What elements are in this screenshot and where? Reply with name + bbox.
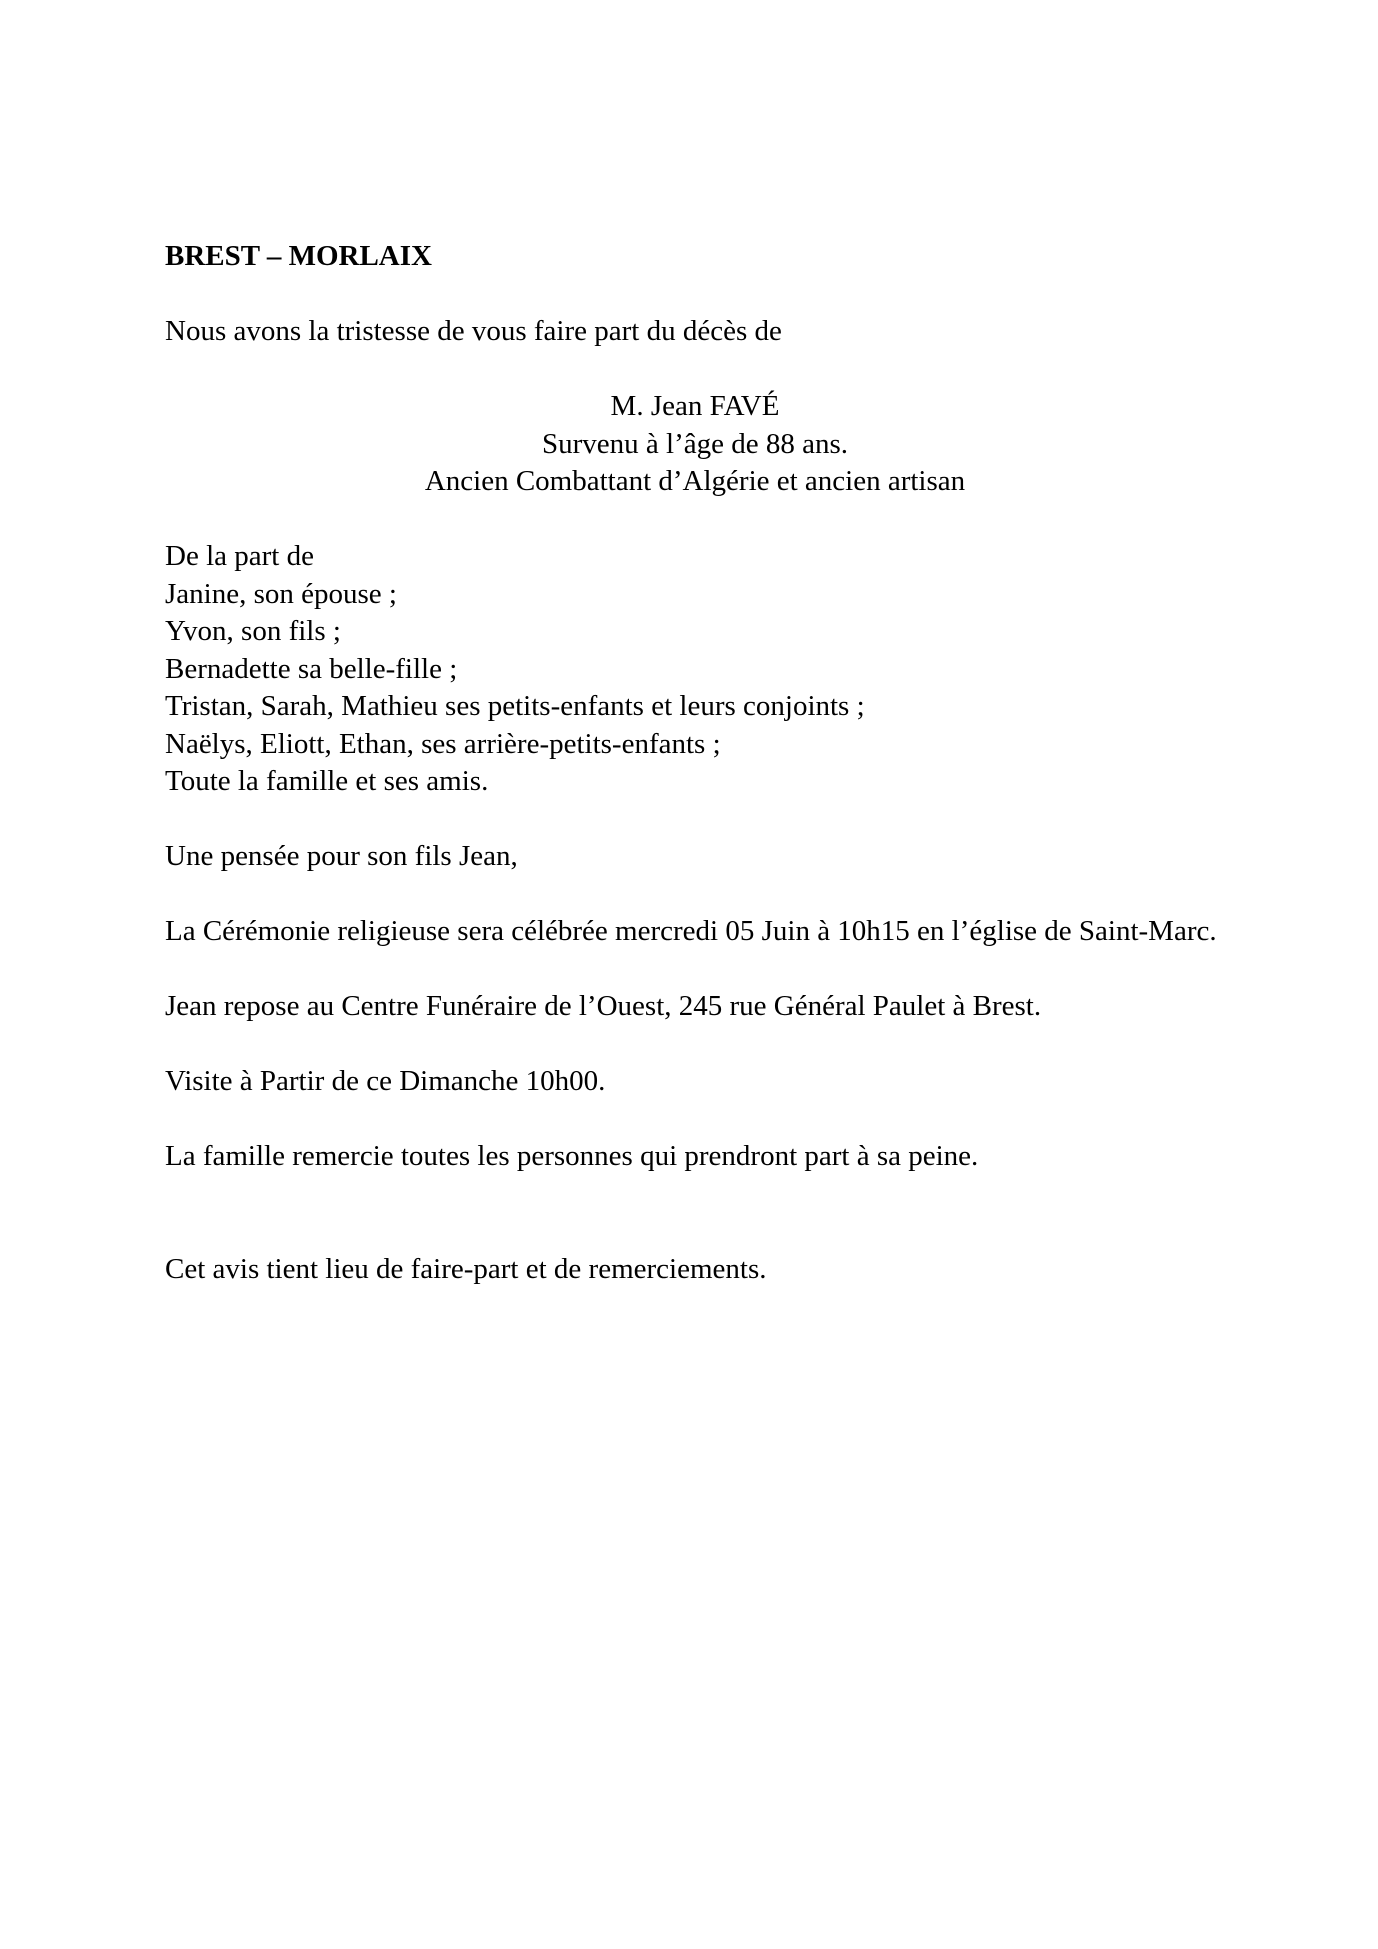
deceased-name: M. Jean FAVÉ [610, 390, 780, 422]
family-block [165, 538, 1225, 801]
ceremony-text: La Cérémonie religieuse sera célébrée mercredi 05 Juin à 10h15 en l’église de Saint-Marc. [165, 915, 1217, 947]
deceased-block [165, 388, 1225, 501]
thanks-text: La famille remercie toutes les personnes qui prendront part à sa peine. [165, 1140, 979, 1172]
family-member: Yvon, son fils ; [165, 615, 341, 647]
family-intro: De la part de [165, 540, 314, 572]
intro-text: Nous avons la tristesse de vous faire part du décès de [165, 315, 782, 347]
family-member: Toute la famille et ses amis. [165, 765, 489, 797]
location-heading: BREST – MORLAIX [165, 240, 432, 272]
deceased-age: Survenu à l’âge de 88 ans. [541, 427, 848, 460]
notice-text: Cet avis tient lieu de faire-part et de remerciements. [165, 1252, 767, 1285]
obituary-document [165, 238, 1225, 1288]
thought-text: Une pensée pour son fils Jean, [165, 840, 518, 872]
visit-text: Visite à Partir de ce Dimanche 10h00. [165, 1065, 606, 1097]
family-member: Janine, son épouse ; [165, 577, 397, 610]
deceased-description: Ancien Combattant d’Algérie et ancien artisan [424, 465, 966, 497]
family-member: Tristan, Sarah, Mathieu ses petits-enfants et leurs conjoints ; [165, 690, 865, 722]
family-member: Bernadette sa belle-fille ; [165, 652, 458, 685]
family-member: Naëlys, Eliott, Ethan, ses arrière-petits-enfants ; [165, 727, 721, 760]
rest-place-text: Jean repose au Centre Funéraire de l’Ouest, 245 rue Général Paulet à Brest. [165, 990, 1042, 1022]
